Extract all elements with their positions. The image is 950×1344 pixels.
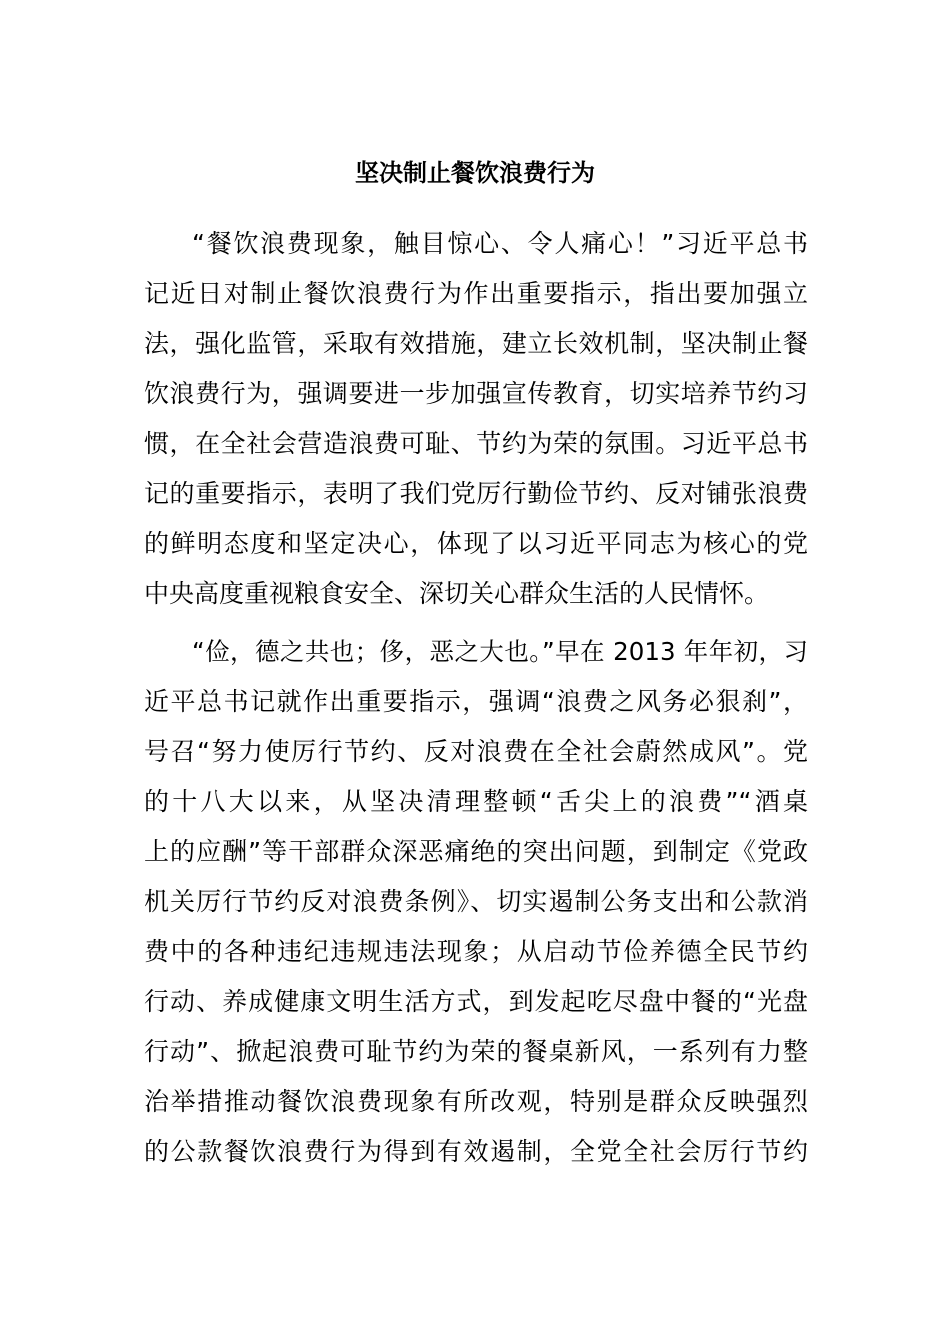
- paragraph-2: [144, 627, 808, 1177]
- paragraph-line: 费中的各种违纪违规违法现象；从启动节俭养德全民节约: [144, 937, 808, 966]
- paragraph-line: 行动、养成健康文明生活方式，到发起吃尽盘中餐的“光盘: [144, 987, 808, 1016]
- paragraph-line: 的鲜明态度和坚定决心，体现了以习近平同志为核心的党: [144, 529, 808, 558]
- paragraph-line: 上的应酬”等干部群众深恶痛绝的突出问题，到制定《党政: [144, 837, 808, 866]
- paragraph-line: 行动”、掀起浪费可耻节约为荣的餐桌新风，一系列有力整: [144, 1037, 808, 1066]
- paragraph-line: 惯，在全社会营造浪费可耻、节约为荣的氛围。习近平总书: [144, 429, 808, 458]
- paragraph-line: 的公款餐饮浪费行为得到有效遏制，全党全社会厉行节约: [144, 1137, 808, 1166]
- paragraph-line: 近平总书记就作出重要指示，强调“浪费之风务必狠刹”，: [144, 687, 808, 716]
- paragraph-line: 的十八大以来，从坚决清理整顿“舌尖上的浪费”“酒桌: [144, 787, 808, 816]
- paragraph-1: [144, 219, 808, 619]
- paragraph-line: “俭，德之共也；侈，恶之大也。”早在 2013 年年初，习: [192, 637, 808, 666]
- paragraph-line: 记的重要指示，表明了我们党厉行勤俭节约、反对铺张浪费: [144, 479, 808, 508]
- paragraph-line: 机关厉行节约反对浪费条例》、切实遏制公务支出和公款消: [144, 887, 808, 916]
- paragraph-line: 记近日对制止餐饮浪费行为作出重要指示，指出要加强立: [144, 279, 808, 308]
- paragraph-line: 饮浪费行为，强调要进一步加强宣传教育，切实培养节约习: [144, 379, 808, 408]
- paragraph-line: 法，强化监管，采取有效措施，建立长效机制，坚决制止餐: [144, 329, 808, 358]
- document-title: 坚决制止餐饮浪费行为: [355, 159, 595, 187]
- paragraph-line: 治举措推动餐饮浪费现象有所改观，特别是群众反映强烈: [144, 1087, 808, 1116]
- paragraph-line: “餐饮浪费现象，触目惊心、令人痛心！”习近平总书: [192, 229, 808, 258]
- paragraph-line: 号召“努力使厉行节约、反对浪费在全社会蔚然成风”。党: [144, 737, 808, 766]
- paragraph-line: 中央高度重视粮食安全、深切关心群众生活的人民情怀。: [144, 579, 770, 608]
